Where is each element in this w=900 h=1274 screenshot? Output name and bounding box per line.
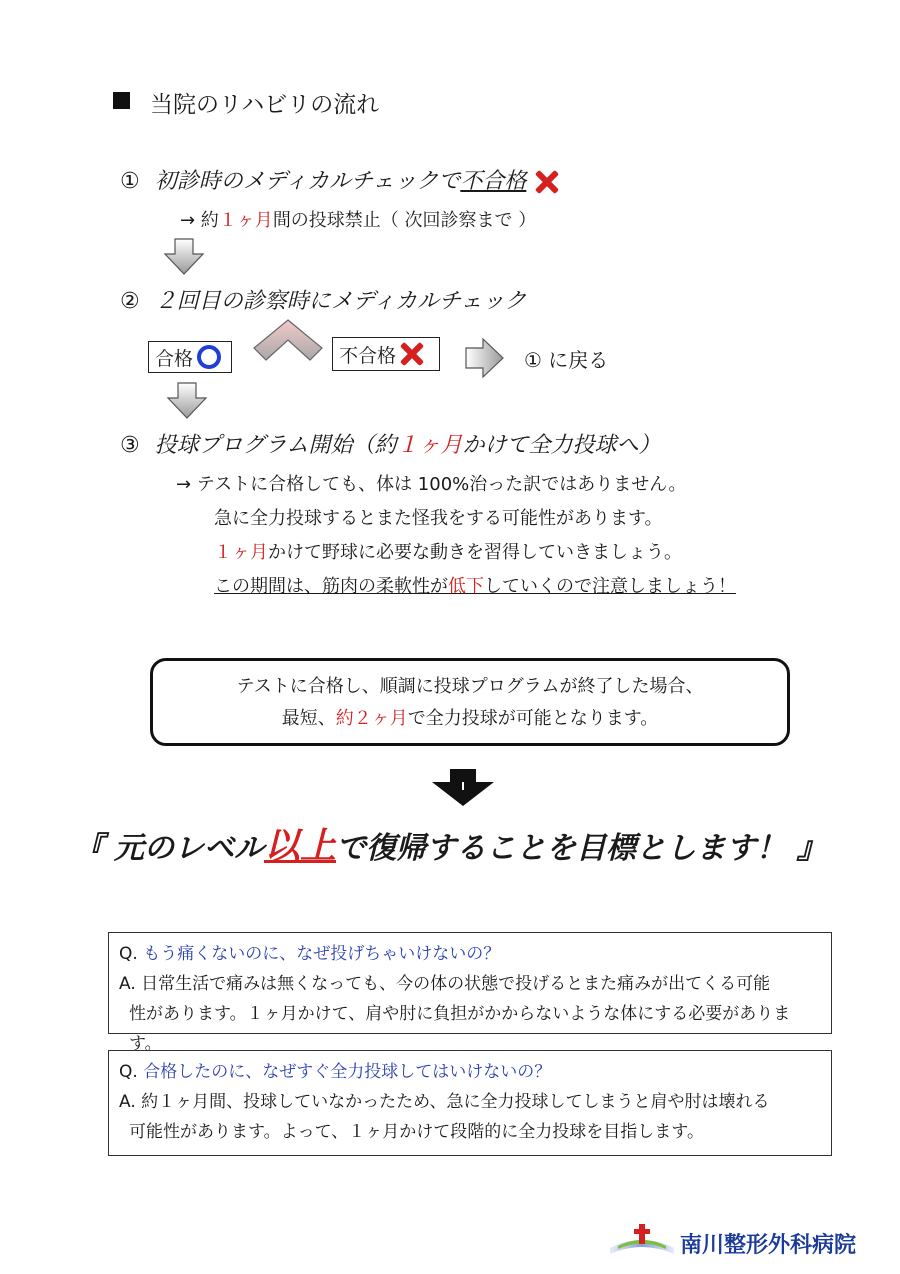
- right-arrow-icon: [465, 337, 505, 379]
- pass-label: 合格: [155, 347, 194, 370]
- step3-line4: [214, 572, 736, 598]
- callout-line2-post: で全力投球が可能となります。: [407, 708, 659, 729]
- callout-line2-pre: 最短、: [281, 708, 336, 729]
- qa2-a-text1: 約１ヶ月間、投球していなかったため、急に全力投球してしまうと肩や肘は壊れる: [141, 1092, 770, 1112]
- fail-x-icon: [533, 169, 559, 195]
- header-bullet-square: [113, 92, 130, 109]
- step1-detail-pre: → 約: [180, 210, 219, 231]
- qa2-answer-line2: 可能性があります。よって、１ヶ月かけて段階的に全力投球を目指します。: [129, 1122, 704, 1142]
- goal-close-bracket: 』: [796, 831, 827, 866]
- step2-number: ②: [120, 289, 140, 314]
- goal-pre: 元のレベル: [113, 831, 264, 866]
- step3-line3-duration: １ヶ月: [214, 542, 268, 563]
- step3-line4-highlight: 低下: [448, 576, 484, 597]
- goal-open-bracket: 『: [73, 831, 104, 866]
- goal-statement: [0, 818, 900, 869]
- step1-result: 不合格: [460, 169, 527, 194]
- step3-line3-text: かけて野球に必要な動きを習得していきましょう。: [268, 542, 682, 563]
- qa2-a-prefix: A.: [119, 1092, 136, 1112]
- callout-line2: [153, 703, 787, 735]
- summary-callout: [150, 658, 790, 746]
- step2-text: ２回目の診察時にメディカルチェック: [154, 289, 527, 314]
- step3-text-pre: 投球プログラム開始（約: [154, 433, 397, 458]
- page-title: 当院のリハビリの流れ: [150, 92, 380, 118]
- step3-number: ③: [120, 433, 140, 458]
- qa-box-1: [108, 932, 832, 1054]
- return-text: ① に戻る: [524, 348, 609, 372]
- step3-text-post: かけて全力投球へ）: [462, 433, 661, 458]
- step1-heading: [120, 164, 559, 195]
- step1-detail-post: 間の投球禁止（ 次回診察まで ）: [272, 210, 537, 231]
- qa1-answer-line2: 性があります。１ヶ月かけて、肩や肘に負担がかからないような体にする必要があります。: [129, 1004, 791, 1054]
- goal-highlight: 以上: [263, 826, 336, 867]
- fail-box: [332, 337, 440, 371]
- qa1-q-text: もう痛くないのに、なぜ投げちゃいけないの？: [143, 944, 501, 964]
- callout-line1: テストに合格し、順調に投球プログラムが終了した場合、: [236, 676, 704, 697]
- down-arrow-icon: [166, 382, 208, 420]
- step3-line4-pre: この期間は、筋肉の柔軟性が: [214, 576, 448, 597]
- step3-duration: １ヶ月: [396, 433, 463, 458]
- step2-heading: [120, 284, 526, 315]
- step1-detail-duration: １ヶ月: [218, 210, 273, 231]
- pass-circle-icon: [197, 345, 221, 369]
- fail-x-icon: [398, 341, 424, 367]
- qa1-a-text1: 日常生活で痛みは無くなっても、今の体の状態で投げるとまた痛みが出てくる可能: [141, 974, 771, 994]
- callout-line2-duration: 約２ヶ月: [335, 708, 408, 729]
- step3-heading: [120, 428, 661, 459]
- step1-detail: [180, 206, 536, 232]
- goal-post: で復帰することを目標とします！: [336, 831, 786, 866]
- qa2-answer-line1: [119, 1087, 821, 1117]
- fail-label: 不合格: [339, 344, 397, 367]
- qa2-q-prefix: Q.: [119, 1062, 138, 1082]
- qa1-q-prefix: Q.: [119, 944, 138, 964]
- black-down-arrow-icon: [430, 768, 496, 808]
- qa1-a-prefix: A.: [119, 974, 136, 994]
- pass-box: [148, 341, 232, 373]
- qa2-question: [119, 1057, 821, 1087]
- down-arrow-icon: [163, 238, 205, 276]
- step3-line1: → テストに合格しても、体は 100%治った訳ではありません。: [176, 474, 687, 495]
- qa-box-2: [108, 1050, 832, 1156]
- step3-line3: [214, 538, 682, 564]
- branch-arrow-icon: [252, 318, 324, 362]
- qa1-answer-line1: [119, 969, 821, 999]
- step3-line2: 急に全力投球するとまた怪我をする可能性があります。: [214, 508, 663, 529]
- qa1-question: [119, 939, 821, 969]
- hospital-name: 南川整形外科病院: [680, 1233, 857, 1258]
- step1-text: 初診時のメディカルチェックで: [154, 169, 461, 194]
- step3-line4-post: していくので注意しましょう！: [484, 576, 736, 597]
- qa2-q-text: 合格したのに、なぜすぐ全力投球してはいけないの？: [143, 1062, 552, 1082]
- step1-number: ①: [120, 169, 140, 194]
- hospital-logo-icon: [608, 1218, 676, 1258]
